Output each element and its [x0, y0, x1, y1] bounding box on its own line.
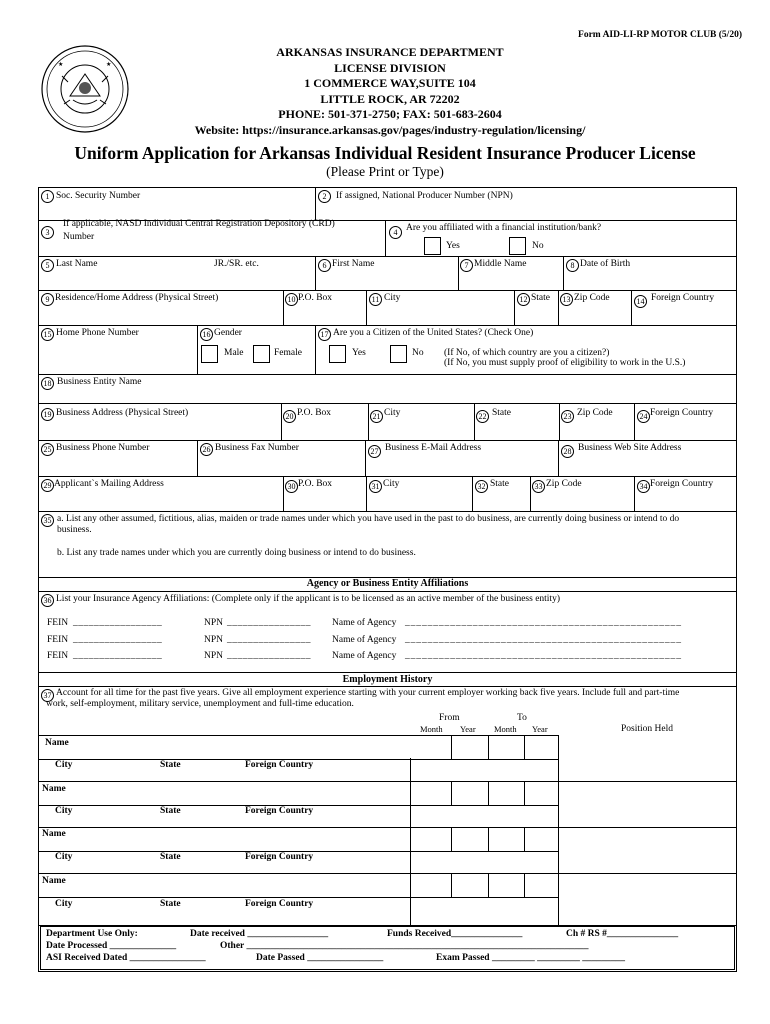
business-po-box-label: P.O. Box — [297, 408, 332, 418]
svg-text:★: ★ — [58, 62, 64, 68]
header-line-1: ARKANSAS INSURANCE DEPARTMENT — [276, 45, 504, 59]
bank-yes-checkbox[interactable] — [424, 237, 441, 255]
field-number: 18 — [41, 377, 54, 390]
mailing-zip-label: Zip Code — [546, 479, 582, 489]
asi-received: ASI Received Dated ________________ — [46, 953, 206, 963]
header-line-4: LITTLE ROCK, AR 72202 — [320, 91, 460, 106]
header-line-6: Website: https://insurance.arkansas.gov/pages/industry-regulation/licensing/ — [194, 122, 586, 137]
fein-label: FEIN — [47, 651, 69, 661]
date-of-birth-label: Date of Birth — [580, 259, 631, 269]
financial-institution-label: Are you affiliated with a financial institution/bank? — [406, 223, 602, 233]
fein-blank[interactable]: _________________ — [73, 635, 163, 645]
npn-label: NPN — [204, 651, 224, 661]
employer-state-label: State — [160, 899, 181, 909]
agency-name-label: Name of Agency — [332, 651, 397, 661]
employer-city-label: City — [55, 899, 73, 909]
employer-country-label: Foreign Country — [245, 806, 314, 816]
field-number: 8 — [566, 259, 579, 272]
field-number: 2 — [318, 190, 331, 203]
field-number: 33 — [532, 480, 545, 493]
male-checkbox[interactable] — [201, 345, 218, 363]
business-zip-label: Zip Code — [577, 408, 613, 418]
employer-country-label: Foreign Country — [245, 852, 314, 862]
field-number: 6 — [318, 259, 331, 272]
employer-name-label: Name — [45, 738, 69, 748]
field-number: 30 — [285, 480, 298, 493]
business-fax-label: Business Fax Number — [215, 443, 299, 453]
agency-name-blank[interactable]: _________________________________________________ — [405, 635, 682, 645]
from-year-header: Year — [460, 724, 476, 734]
employer-city-label: City — [55, 760, 73, 770]
other: Other ________________________________________________________________________ — [220, 941, 589, 951]
field-number: 31 — [369, 480, 382, 493]
state-label: State — [531, 293, 550, 303]
first-name-label: First Name — [332, 259, 375, 269]
header-line-2: LICENSE DIVISION — [334, 60, 446, 75]
employer-state-label: State — [160, 760, 181, 770]
field-number: 23 — [561, 410, 574, 423]
trade-names-a-line2: business. — [57, 525, 92, 535]
male-label: Male — [224, 348, 244, 358]
field-number: 26 — [200, 443, 213, 456]
date-passed: Date Passed ________________ — [256, 953, 384, 963]
field-number: 19 — [41, 408, 54, 421]
bank-no-checkbox[interactable] — [509, 237, 526, 255]
exam-passed: Exam Passed _________ _________ _________ — [436, 953, 625, 963]
date-processed: Date Processed ______________ — [46, 941, 177, 951]
employer-name-label: Name — [42, 829, 66, 839]
employer-country-label: Foreign Country — [245, 899, 314, 909]
citizen-yes-label: Yes — [352, 348, 366, 358]
business-email-label: Business E-Mail Address — [385, 443, 482, 453]
from-header: From — [439, 713, 460, 723]
npn-label: NPN — [204, 618, 224, 628]
employment-heading: Employment History — [342, 674, 433, 685]
field-number: 9 — [41, 293, 54, 306]
field-number: 3 — [41, 226, 54, 239]
crd-label: If applicable, NASD Individual Central Registration Depository (CRD) — [63, 219, 335, 229]
bank-yes-label: Yes — [446, 241, 460, 251]
employment-instruction-1: Account for all time for the past five years. Give all employment experience starting with your current employer working back five years. Include full and part-time — [56, 688, 680, 698]
gender-label: Gender — [214, 328, 242, 338]
svg-text:★: ★ — [106, 62, 112, 68]
field-number: 25 — [41, 443, 54, 456]
field-number: 36 — [41, 594, 54, 607]
po-box-label: P.O. Box — [298, 293, 333, 303]
funds-received: Funds Received_______________ — [387, 929, 523, 939]
field-number: 37 — [41, 689, 54, 702]
employer-country-label: Foreign Country — [245, 760, 314, 770]
business-entity-name-label: Business Entity Name — [57, 377, 142, 387]
employer-city-label: City — [55, 806, 73, 816]
field-number: 5 — [41, 259, 54, 272]
to-header: To — [517, 713, 527, 723]
mailing-address-label: Applicant`s Mailing Address — [54, 479, 164, 489]
citizen-yes-checkbox[interactable] — [329, 345, 346, 363]
field-number: 4 — [389, 226, 402, 239]
field-number: 14 — [634, 295, 647, 308]
field-number: 24 — [637, 410, 650, 423]
agency-name-blank[interactable]: _________________________________________________ — [405, 618, 682, 628]
employer-city-label: City — [55, 852, 73, 862]
business-foreign-country-label: Foreign Country — [650, 408, 714, 418]
field-number: 12 — [517, 293, 530, 306]
trade-names-b: b. List any trade names under which you are currently doing business or intend to do business. — [57, 548, 416, 558]
female-checkbox[interactable] — [253, 345, 270, 363]
agency-heading: Agency or Business Entity Affiliations — [306, 578, 469, 589]
field-number: 17 — [318, 328, 331, 341]
residence-address-label: Residence/Home Address (Physical Street) — [55, 293, 219, 303]
field-number: 15 — [41, 328, 54, 341]
field-number: 11 — [369, 293, 382, 306]
business-website-label: Business Web Site Address — [578, 443, 682, 453]
citizen-note-2: (If No, you must supply proof of eligibility to work in the U.S.) — [444, 358, 686, 368]
mailing-city-label: City — [383, 479, 400, 489]
business-phone-label: Business Phone Number — [56, 443, 150, 453]
business-state-label: State — [492, 408, 511, 418]
employment-instruction-2: work, self-employment, military service, unemployment and full-time education. — [46, 699, 354, 709]
field-number: 21 — [370, 410, 383, 423]
field-number: 13 — [560, 293, 573, 306]
page-title: Uniform Application for Arkansas Individual Resident Insurance Producer License — [74, 143, 696, 163]
page-subtitle: (Please Print or Type) — [326, 164, 444, 179]
employer-name-label: Name — [42, 784, 66, 794]
to-month-header: Month — [494, 724, 517, 734]
fein-blank[interactable]: _________________ — [73, 618, 163, 628]
npn-label: If assigned, National Producer Number (NPN) — [336, 191, 513, 201]
employer-name-label: Name — [42, 876, 66, 886]
fein-label: FEIN — [47, 635, 69, 645]
mailing-state-label: State — [490, 479, 509, 489]
citizen-no-label: No — [412, 348, 424, 358]
home-phone-label: Home Phone Number — [56, 328, 139, 338]
citizen-question: Are you a Citizen of the United States? (Check One) — [333, 328, 534, 338]
field-number: 20 — [283, 410, 296, 423]
citizen-no-checkbox[interactable] — [390, 345, 407, 363]
header-line-5: PHONE: 501-371-2750; FAX: 501-683-2604 — [278, 107, 502, 121]
from-month-header: Month — [420, 724, 443, 734]
business-address-label: Business Address (Physical Street) — [56, 408, 189, 418]
citizen-note-1: (If No, of which country are you a citizen?) — [444, 348, 610, 358]
npn-blank[interactable]: ________________ — [227, 635, 311, 645]
npn-label: NPN — [204, 635, 224, 645]
suffix-label: JR./SR. etc. — [214, 259, 259, 269]
field-number: 22 — [476, 410, 489, 423]
business-city-label: City — [384, 408, 401, 418]
department-header — [180, 45, 600, 138]
npn-blank[interactable]: ________________ — [227, 651, 311, 661]
field-number: 34 — [637, 480, 650, 493]
field-number: 32 — [475, 480, 488, 493]
employer-state-label: State — [160, 852, 181, 862]
agency-name-label: Name of Agency — [332, 618, 397, 628]
agency-name-blank[interactable]: _________________________________________________ — [405, 651, 682, 661]
ssn-label: Soc. Security Number — [56, 191, 141, 201]
female-label: Female — [274, 348, 302, 358]
bank-no-label: No — [532, 241, 544, 251]
department-seal-icon — [40, 44, 130, 134]
foreign-country-label: Foreign Country — [651, 293, 715, 303]
fein-label: FEIN — [47, 618, 69, 628]
npn-blank[interactable]: ________________ — [227, 618, 311, 628]
zip-code-label: Zip Code — [574, 293, 610, 303]
field-number: 27 — [368, 445, 381, 458]
mailing-po-box-label: P.O. Box — [298, 479, 333, 489]
mailing-foreign-country-label: Foreign Country — [650, 479, 714, 489]
date-received: Date received _________________ — [190, 929, 329, 939]
form-id: Form AID-LI-RP MOTOR CLUB (5/20) — [578, 30, 742, 40]
to-year-header: Year — [532, 724, 548, 734]
header-line-3: 1 COMMERCE WAY,SUITE 104 — [304, 76, 476, 90]
agency-instruction: List your Insurance Agency Affiliations: (Complete only if the applicant is to be licensed as an active member of the business entity) — [56, 594, 560, 604]
field-number: 35 — [41, 514, 54, 527]
field-number: 16 — [200, 328, 213, 341]
city-label: City — [384, 293, 401, 303]
agency-name-label: Name of Agency — [332, 635, 397, 645]
employer-state-label: State — [160, 806, 181, 816]
last-name-label: Last Name — [56, 259, 98, 269]
crd-number-label: Number — [63, 232, 95, 242]
fein-blank[interactable]: _________________ — [73, 651, 163, 661]
field-number: 7 — [460, 259, 473, 272]
position-held-header: Position Held — [621, 724, 673, 734]
field-number: 28 — [561, 445, 574, 458]
middle-name-label: Middle Name — [474, 259, 527, 269]
ch-rs: Ch # RS #_______________ — [566, 929, 679, 939]
field-number: 29 — [41, 479, 54, 492]
field-number: 10 — [285, 293, 298, 306]
field-number: 1 — [41, 190, 54, 203]
trade-names-a-line1: a. List any other assumed, fictitious, alias, maiden or trade names under which you have used in the past to do business, are currently doing business or intend to do — [57, 514, 680, 524]
dept-use-label: Department Use Only: — [46, 929, 138, 939]
